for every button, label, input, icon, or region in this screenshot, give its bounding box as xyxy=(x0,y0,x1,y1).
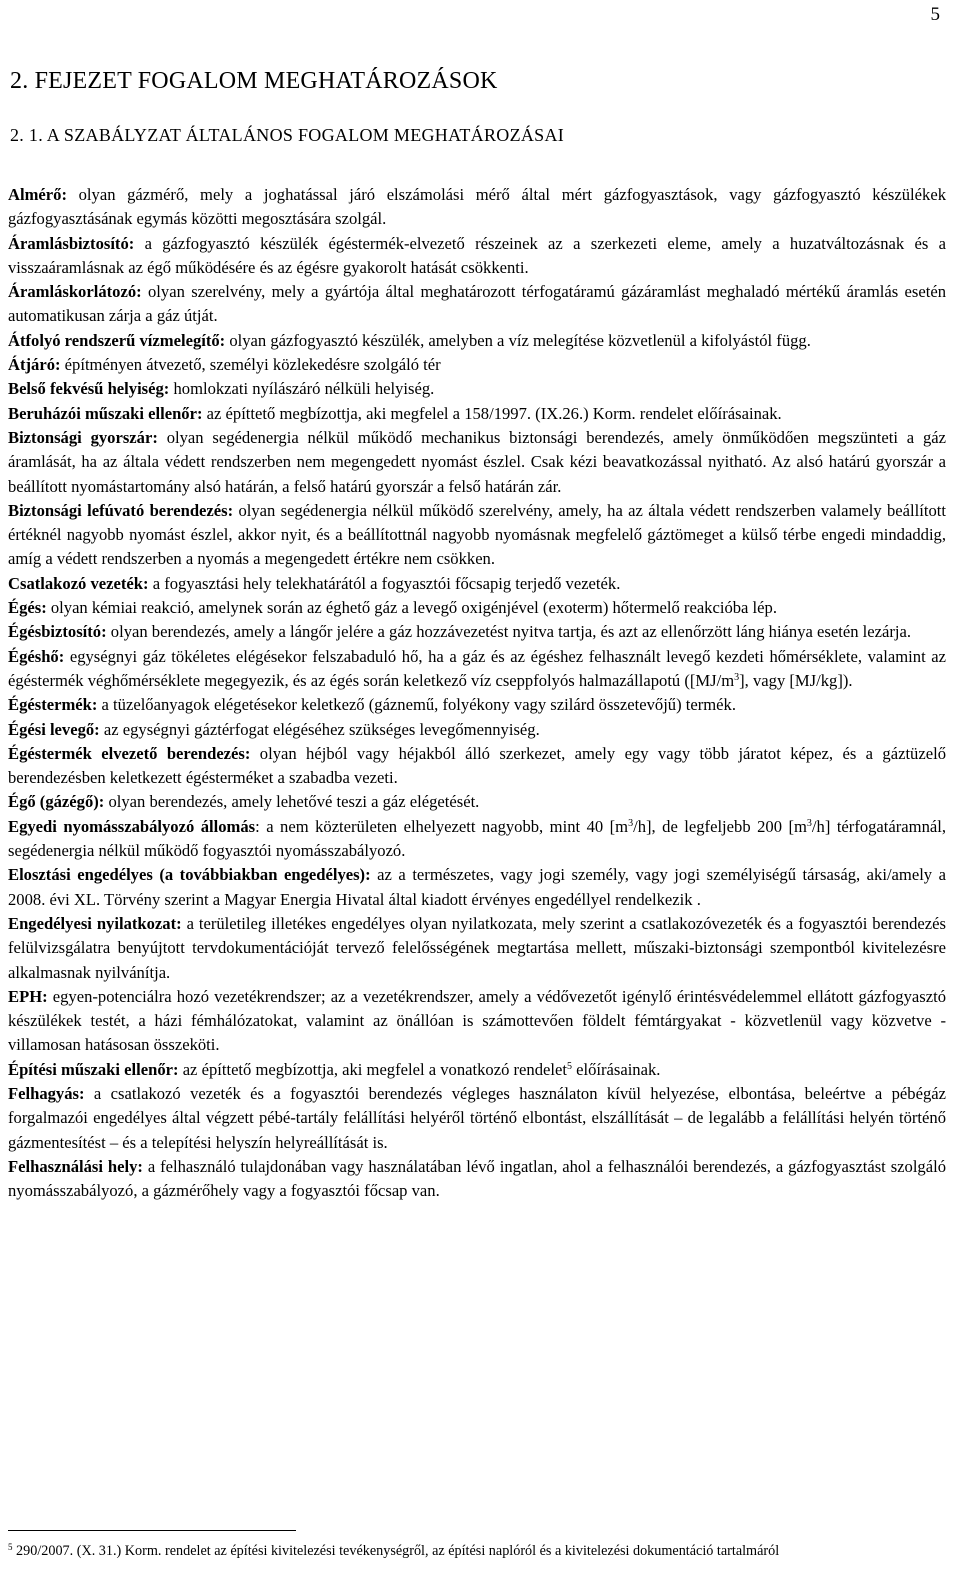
definition-text: a tüzelőanyagok elégetésekor keletkező (gáznemű, folyékony vagy szilárd összetevőjű) termék. xyxy=(97,695,736,715)
definition-text: homlokzati nyílászáró nélküli helyiség. xyxy=(169,379,435,399)
footnote-mark: 5 xyxy=(8,1542,13,1552)
superscript: 3 xyxy=(734,671,740,683)
definition-term: Égéstermék elvezető berendezés: xyxy=(8,743,251,763)
definition-text: az építtető megbízottja, aki megfelel a 158/1997. (IX.26.) Korm. rendelet előírásainak. xyxy=(202,403,782,423)
definition-term: Áramláskorlátozó: xyxy=(8,282,142,302)
definition-term: Égő (gázégő): xyxy=(8,792,105,812)
definition-egesho xyxy=(8,645,946,694)
definition-term: Égéshő: xyxy=(8,646,65,666)
definition-text: olyan gázmérő, mely a joghatással járó elszámolási mérő által mért gázfogyasztások, vagy gázfogyasztó készülékek gázfogyasztásának egymás közötti megosztására szolgál. xyxy=(8,185,946,229)
definition-text: a területileg illetékes engedélyes olyan nyilatkozata, mely szerint a csatlakozóvezeték és a fogyasztói berendezés felülvizsgálatra benyújtott tervdokumentációját tervező felelősségének megtartása mellett, műszaki-biztonsági szempontból kivitelezésre alkalmasnak nyilvánítja. xyxy=(8,913,946,982)
definition-text: az építtető megbízottja, aki megfelel a vonatkozó rendelet xyxy=(178,1059,567,1079)
definition-text: a gázfogyasztó készülék égéstermék-elvezető részeinek az a szerkezeti eleme, amely a huzatváltozásnak és a visszaáramlásnak az égő működésére és az égésre gyakorolt hatását csökkenti. xyxy=(8,233,946,277)
definition-text: egyen-potenciálra hozó vezetékrendszer; az a vezetékrendszer, amely a védővezetőt igénylő érintésvédelemmel ellátott gázfogyasztó készülékek testét, a házi fémhálózatokat, valamint az önállóan is számottevően földelt fémtárgyakat - közvetlenül vagy közvetve - villamosan hatásosan összeköti. xyxy=(8,986,946,1055)
definition-text: olyan segédenergia nélkül működő mechanikus biztonsági berendezés, amely önműködően megszünteti a gáz áramlását, ha az általa védett rendszerben nem megengedett nyomást észlel. Csak kézi beavatkozással nyitható. Az alsó határú gyorszár a beállított nyomástartomány alsó határán, a felső határú gyorszár a felső határán zár. xyxy=(8,427,946,496)
chapter-title: 2. FEJEZET FOGALOM MEGHATÁROZÁSOK xyxy=(10,68,498,94)
definition-text: az a természetes, vagy jogi személy, vagy jogi személyiségű társaság, aki/amely a 2008. évi XL. Törvény szerint a Magyar Energia Hivatal által kiadott érvényes engedéllyel rendelkezik . xyxy=(8,865,946,909)
definition-text: a csatlakozó vezeték és a fogyasztói berendezés végleges használaton kívül helyezése, elbontása, beleértve a pébégáz forgalmazói engedélyes által végzett pébé-tartály felállítási helyéről történő elbontást, elszállítását – de legalább a felállítási helyén történő gázmentesítést – és a telepítési helyszín helyreállítását is. xyxy=(8,1083,946,1152)
definition-csatlakozo-vezetek xyxy=(8,572,946,596)
definitions-list xyxy=(8,183,946,1203)
definition-almero xyxy=(8,183,946,232)
definition-egestermek-elvezeto xyxy=(8,742,946,791)
definition-egesi-levego xyxy=(8,718,946,742)
definition-biztonsagi-lefuvato xyxy=(8,499,946,572)
definition-term: Biztonsági gyorszár: xyxy=(8,427,158,447)
definition-text-cont: /h], de legfeljebb 200 [m xyxy=(633,816,807,836)
footnote-separator xyxy=(8,1530,296,1531)
definition-term: Áramlásbiztosító: xyxy=(8,233,135,253)
page-number: 5 xyxy=(930,4,940,25)
superscript: 3 xyxy=(628,817,634,829)
definition-text: olyan héjból vagy héjakból álló szerkezet, amely egy vagy több járatot képez, és a gáztüzelő berendezésben keletkezett égésterméket a szabadba vezeti. xyxy=(8,743,946,788)
definition-egesbiztosito xyxy=(8,620,946,644)
definition-atjaro xyxy=(8,353,946,377)
definition-text: a felhasználó tulajdonában vagy használatában lévő ingatlan, ahol a felhasználói berendezés, a gázfogyasztást szolgáló nyomásszabályozó, a gázmérőhely vagy a fogyasztói főcsap van. xyxy=(8,1156,946,1201)
definition-eph xyxy=(8,985,946,1058)
definition-text: olyan segédenergia nélkül működő szerelvény, amely, ha az általa védett rendszerben valamely beállított értéknél nagyobb nyomást észlel, akkor nyit, és a beállítottnál nagyobb nyomásnak megfelelő gáztömeget a külső térbe engedi mindaddig, amíg a védett rendszerben a nyomás a megengedett értékre nem csökken. xyxy=(8,500,946,569)
definition-term: Biztonsági lefúvató berendezés: xyxy=(8,500,234,520)
definition-term: Égésbiztosító: xyxy=(8,622,107,642)
definition-term: Égéstermék: xyxy=(8,695,98,715)
definition-text: olyan berendezés, amely lehetővé teszi a gáz elégetését. xyxy=(104,792,480,812)
definition-text: olyan berendezés, amely a lángőr jelére a gáz hozzávezetést nyitva tartja, és azt az ellenőrzött láng hiánya esetén lezárja. xyxy=(106,622,912,642)
definition-text-cont: előírásainak. xyxy=(571,1059,661,1079)
definition-term: Elosztási engedélyes (a továbbiakban engedélyes): xyxy=(8,865,371,885)
footnote-text: 290/2007. (X. 31.) Korm. rendelet az építési kivitelezési tevékenységről, az építési naplóról és a kivitelezési dokumentáció tartalmáról xyxy=(12,1543,780,1559)
definition-ego xyxy=(8,790,946,814)
definition-text: a fogyasztási hely telekhatárától a fogyasztói főcsapig terjedő vezeték. xyxy=(148,573,621,593)
footnote-reference: 5 xyxy=(566,1060,572,1072)
definition-egyedi-nyomasszabalyozo xyxy=(8,815,946,864)
definition-term: Égés: xyxy=(8,598,47,618)
definition-term: Egyedi nyomásszabályozó állomás xyxy=(8,816,256,836)
definition-text: az egységnyi gáztérfogat elégéséhez szükséges levegőmennyiség. xyxy=(99,719,540,739)
definition-epitesi-muszaki-ellenor xyxy=(8,1058,946,1082)
definition-text: : a nem közterületen elhelyezett nagyobb, mint 40 [m xyxy=(255,816,629,836)
footnote xyxy=(8,1542,908,1561)
definition-term: Átfolyó rendszerű vízmelegítő: xyxy=(8,330,226,350)
superscript: 3 xyxy=(806,817,812,829)
definition-term: Beruházói műszaki ellenőr: xyxy=(8,403,203,423)
section-title: 2. 1. A SZABÁLYZAT ÁLTALÁNOS FOGALOM MEGHATÁROZÁSAI xyxy=(10,125,565,145)
definition-egestermek xyxy=(8,693,946,717)
definition-aramlaskorlatozo xyxy=(8,280,946,329)
definition-engedelyesi-nyilatkozat xyxy=(8,912,946,985)
definition-atfolyo-vizmelegito xyxy=(8,329,946,353)
definition-term: Építési műszaki ellenőr: xyxy=(8,1059,179,1079)
definition-biztonsagi-gyorszar xyxy=(8,426,946,499)
definition-text: egységnyi gáz tökéletes elégésekor felszabaduló hő, ha a gáz és az égéshez felhasznált levegő kezdeti hőmérséklete, valamint az égéstermék véghőmérséklete megegyezik, és az égés során keletkező víz cseppfolyós halmazállapotú ([MJ/m xyxy=(8,646,946,690)
definition-term: Almérő: xyxy=(8,185,67,204)
definition-belso-fekvesu-helyiseg xyxy=(8,377,946,401)
definition-term: Átjáró: xyxy=(8,355,61,375)
definition-term: Égési levegő: xyxy=(8,719,100,739)
definition-text-cont: ], vagy [MJ/kg]). xyxy=(739,670,853,690)
definition-text: olyan gázfogyasztó készülék, amelyben a víz melegítése közvetlenül a kifolyástól függ. xyxy=(225,330,811,350)
definition-text-cont: /h] térfogatáramnál, segédenergia nélkül működő fogyasztói nyomásszabályozó. xyxy=(8,816,946,861)
definition-aramlasbiztosito xyxy=(8,232,946,281)
definition-term: Csatlakozó vezeték: xyxy=(8,573,149,593)
definition-felhasznalasi-hely xyxy=(8,1155,946,1204)
definition-text: olyan szerelvény, mely a gyártója által meghatározott térfogatáramú gázáramlást meghaladó mértékű áramlás esetén automatikusan zárja a gáz útját. xyxy=(8,282,946,326)
definition-term: Engedélyesi nyilatkozat: xyxy=(8,913,182,933)
definition-text: olyan kémiai reakció, amelynek során az éghető gáz a levegő oxigénjével (exoterm) hőtermelő reakcióba lép. xyxy=(46,598,777,618)
definition-beruhazoi-muszaki-ellenor xyxy=(8,402,946,426)
definition-elosztasi-engedelyes xyxy=(8,863,946,912)
definition-term: Felhagyás: xyxy=(8,1083,85,1103)
definition-eges xyxy=(8,596,946,620)
definition-term: Belső fekvésű helyiség: xyxy=(8,379,170,399)
definition-felhagyas xyxy=(8,1082,946,1155)
definition-term: Felhasználási hely: xyxy=(8,1156,143,1176)
definition-term: EPH: xyxy=(8,986,48,1006)
definition-text: építményen átvezető, személyi közlekedésre szolgáló tér xyxy=(60,355,441,375)
